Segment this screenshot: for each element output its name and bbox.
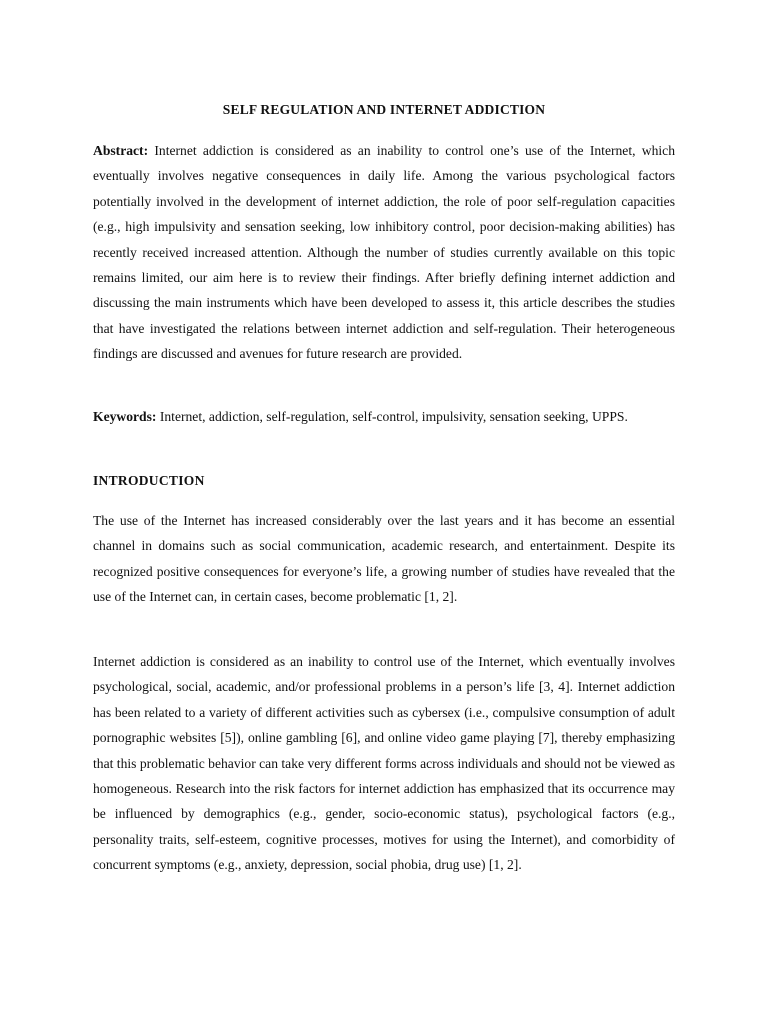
keywords-label: Keywords: xyxy=(93,409,157,424)
abstract-label: Abstract: xyxy=(93,143,149,158)
paper-title: SELF REGULATION AND INTERNET ADDICTION xyxy=(222,102,546,117)
introduction-paragraph: The use of the Internet has increased considerably over the last years and it has become an essential channel in domains such as social communication, academic research, and entertainment. Despite its recognized positive consequences for everyone’s life, a growing number of studies have revealed that the use of the Internet can, in certain cases, become problematic [1, 2]. xyxy=(93,513,675,605)
introduction-paragraph: Internet addiction is considered as an inability to control use of the Internet, which eventually involves psychological, social, academic, and/or professional problems in a person’s life [3, 4]. Internet addiction has been related to a variety of different activities such as cybersex (i.e., compulsive consumption of adult pornographic websites [5]), online gambling [6], and online video game playing [7], thereby emphasizing that this problematic behavior can take very different forms across individuals and should not be viewed as homogeneous. Research into the risk factors for internet addiction has emphasized that its occurrence may be influenced by demographics (e.g., gender, socio-economic status), psychological factors (e.g., personality traits, self-esteem, cognitive processes, motives for using the Internet), and comorbidity of concurrent symptoms (e.g., anxiety, depression, social phobia, drug use) [1, 2]. xyxy=(93,654,675,873)
abstract-paragraph xyxy=(93,138,675,367)
abstract-text: Internet addiction is considered as an inability to control one’s use of the Internet, which eventually involves negative consequences in daily life. Among the various psychological factors potentially involved in the development of internet addiction, the role of poor self-regulation capacities (e.g., high impulsivity and sensation seeking, low inhibitory control, poor decision-making abilities) has recently received increased attention. Although the number of studies currently available on this topic remains limited, our aim here is to review their findings. After briefly defining internet addiction and discussing the main instruments which have been developed to assess it, this article describes the studies that have investigated the relations between internet addiction and self-regulation. Their heterogeneous findings are discussed and avenues for future research are provided. xyxy=(93,143,675,362)
introduction-heading: INTRODUCTION xyxy=(93,473,205,488)
keywords-text: Internet, addiction, self-regulation, self-control, impulsivity, sensation seeking, UPPS. xyxy=(159,409,628,424)
keywords-paragraph xyxy=(93,404,675,429)
